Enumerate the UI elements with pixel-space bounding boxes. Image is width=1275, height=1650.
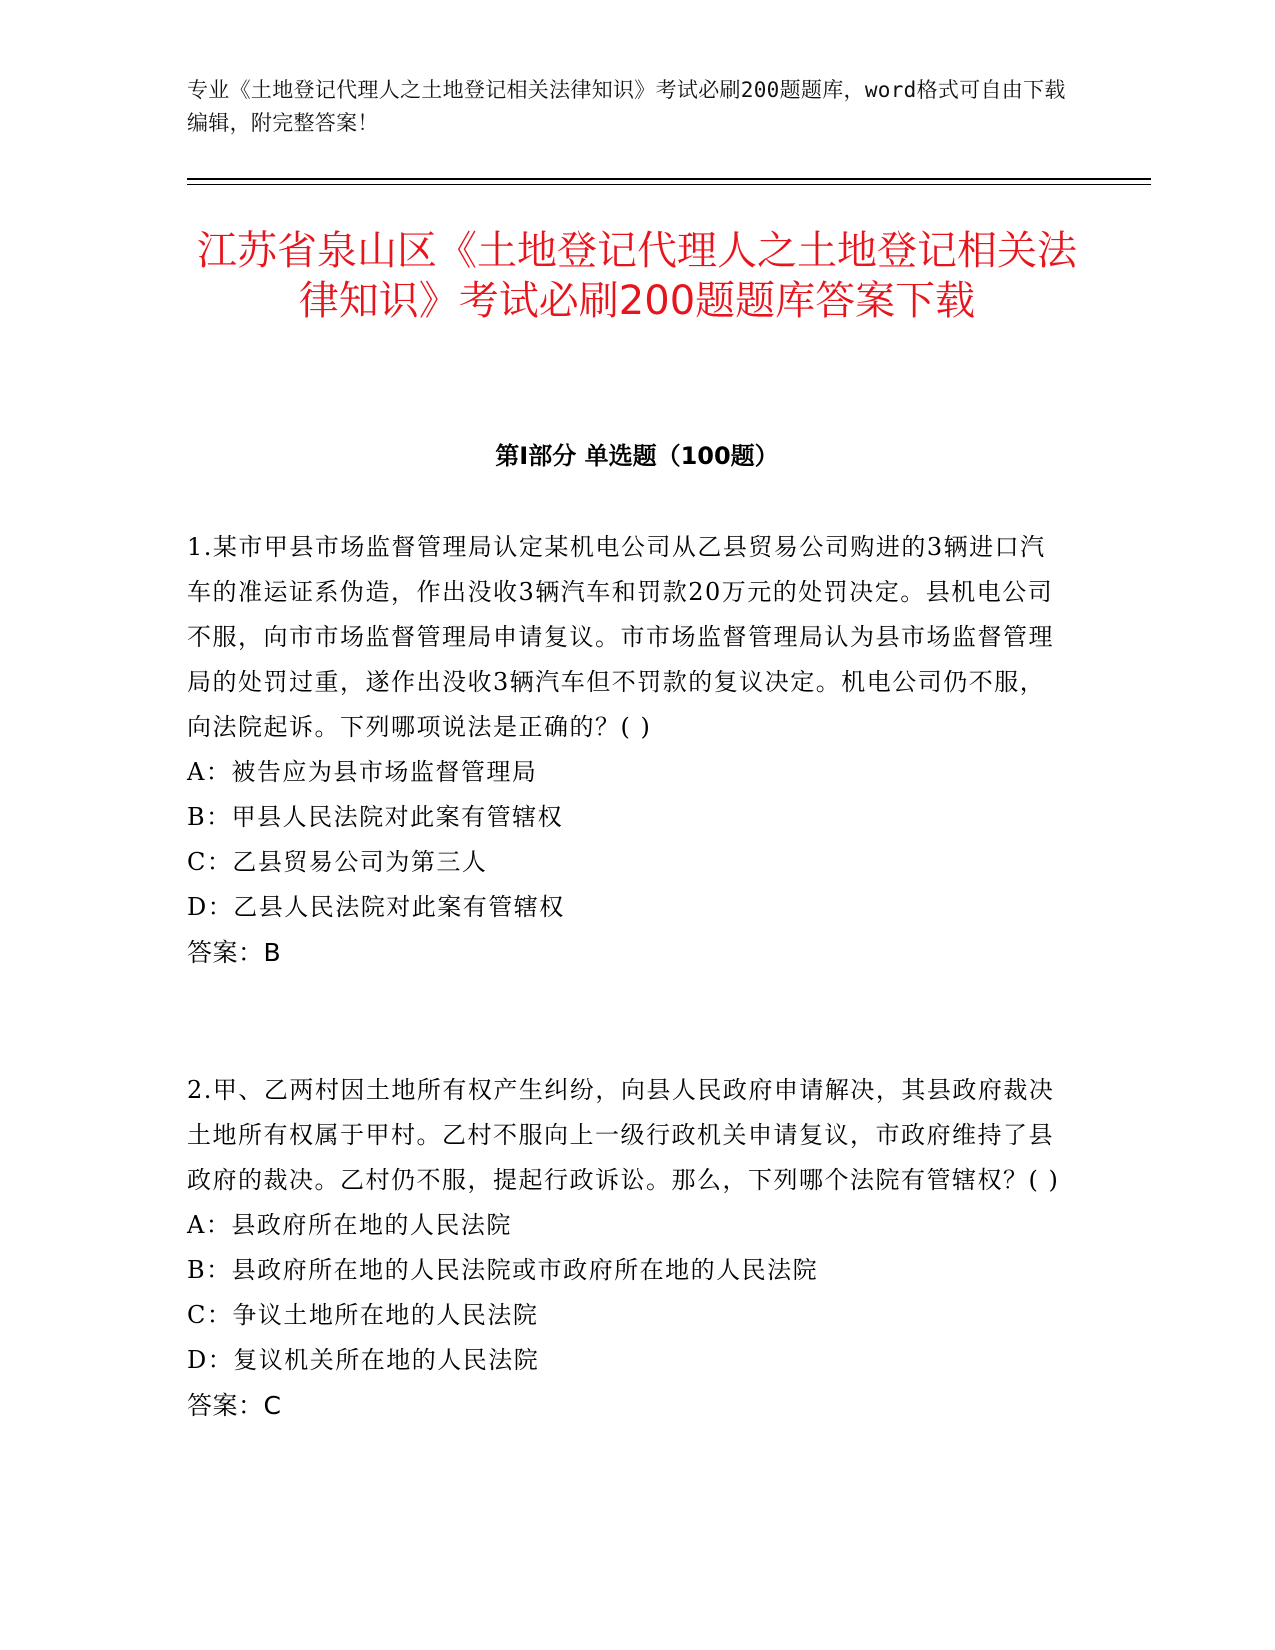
option-d: D：复议机关所在地的人民法院 bbox=[187, 1346, 540, 1374]
answer-line: 答案：B bbox=[187, 938, 282, 967]
question-stem: 1.某市甲县市场监督管理局认定某机电公司从乙县贸易公司购进的3辆进口汽车的准运证系伪造，作出没收3辆汽车和罚款20万元的处罚决定。县机电公司不服，向市市场监督管理局申请复议。市市场监督管理局认为县市场监督管理局的处罚过重，遂作出没收3辆汽车但不罚款的复议决定。机电公司仍不服，向法院起诉。下列哪项说法是正确的？( ) bbox=[187, 533, 1054, 741]
option-a: A：县政府所在地的人民法院 bbox=[187, 1211, 512, 1239]
header-note: 专业《土地登记代理人之土地登记相关法律知识》考试必刷200题题库，word格式可自由下载编辑，附完整答案！ bbox=[187, 78, 1066, 135]
question-1 bbox=[187, 525, 1067, 975]
option-b: B：县政府所在地的人民法院或市政府所在地的人民法院 bbox=[187, 1256, 819, 1284]
option-b: B：甲县人民法院对此案有管辖权 bbox=[187, 803, 564, 831]
option-a: A：被告应为县市场监督管理局 bbox=[187, 758, 538, 786]
answer-line: 答案：C bbox=[187, 1391, 282, 1420]
question-2 bbox=[187, 1068, 1067, 1428]
header-divider-thin bbox=[187, 184, 1151, 185]
option-c: C：乙县贸易公司为第三人 bbox=[187, 848, 488, 876]
option-c: C：争议土地所在地的人民法院 bbox=[187, 1301, 539, 1329]
header-divider-thick bbox=[187, 178, 1151, 180]
question-stem: 2.甲、乙两村因土地所有权产生纠纷，向县人民政府申请解决，其县政府裁决土地所有权属于甲村。乙村不服向上一级行政机关申请复议，市政府维持了县政府的裁决。乙村仍不服，提起行政诉讼。那么，下列哪个法院有管辖权？( ) bbox=[187, 1076, 1060, 1194]
document-title: 江苏省泉山区《土地登记代理人之土地登记相关法律知识》考试必刷200题题库答案下载 bbox=[197, 228, 1077, 324]
option-d: D：乙县人民法院对此案有管辖权 bbox=[187, 893, 565, 921]
section-heading: 第Ⅰ部分 单选题（100题） bbox=[495, 442, 779, 470]
